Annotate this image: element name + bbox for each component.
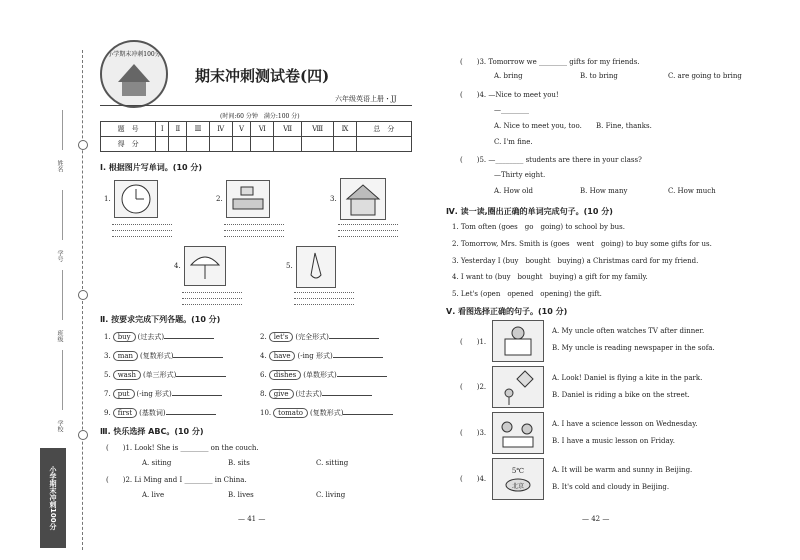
question-5: ( )5. —________ students are there in your class? <box>460 156 642 164</box>
logo <box>100 40 168 108</box>
option[interactable]: A. siting <box>142 459 172 467</box>
score-header-cell: 题 号 <box>101 122 156 137</box>
score-row-label: 得 分 <box>101 137 156 152</box>
option[interactable]: A. live <box>142 491 165 499</box>
house-image <box>340 178 386 220</box>
answer-line[interactable] <box>224 224 284 226</box>
sec2-item: 7. put (-ing 形式) <box>104 389 222 399</box>
answer-line[interactable] <box>182 298 242 300</box>
question-2: ( )2. Li Ming and I ________ in China. <box>106 476 247 484</box>
option[interactable]: A. It will be warm and sunny in Beijing. <box>552 466 693 474</box>
section-4-title: Ⅳ. 读一读,圈出正确的单词完成句子。(10 分) <box>446 207 613 216</box>
sec2-item: 5. wash (单三形式) <box>104 370 226 380</box>
section-5-title: Ⅴ. 看图选择正确的句子。(10 分) <box>446 307 568 316</box>
option[interactable]: C. I'm fine. <box>494 138 533 146</box>
section-1-title: Ⅰ. 根据图片写单词。(10 分) <box>100 163 203 172</box>
answer-blank[interactable]: —________ <box>494 106 529 114</box>
answer-line[interactable] <box>338 230 398 232</box>
score-cell[interactable] <box>356 137 411 152</box>
option[interactable]: B. sits <box>228 459 250 467</box>
sec2-item: 9. first (基数词) <box>104 408 216 418</box>
side-label-id: 学号 <box>56 250 63 262</box>
answer-line[interactable] <box>338 224 398 226</box>
time-info: (时间:60 分钟 满分:100 分) <box>220 113 300 120</box>
option[interactable]: A. bring <box>494 72 523 80</box>
brand-label: 小学期末冲刺100分 <box>40 448 66 548</box>
answer-line[interactable] <box>294 298 354 300</box>
sec4-item[interactable]: 4. I want to (buy bought buying) a gift for my family. <box>452 273 648 281</box>
answer-line[interactable] <box>112 224 172 226</box>
page-number-right: — 42 — <box>582 515 610 523</box>
sec4-item[interactable]: 5. Let's (open opened opening) the gift. <box>452 290 602 298</box>
score-header-cell: Ⅷ <box>302 122 334 137</box>
option[interactable]: A. I have a science lesson on Wednesday. <box>552 420 698 428</box>
score-header-cell: Ⅲ <box>187 122 209 137</box>
item-number: 1. <box>104 195 111 203</box>
side-label-class: 班级 <box>56 330 63 342</box>
option[interactable]: B. How many <box>580 187 628 195</box>
score-cell[interactable] <box>209 137 232 152</box>
option[interactable]: C. sitting <box>316 459 349 467</box>
kite-image <box>492 366 544 408</box>
sec2-item: 6. dishes (单数形式) <box>260 370 387 380</box>
answer-line[interactable] <box>182 292 242 294</box>
option[interactable]: B. lives <box>228 491 254 499</box>
score-header-cell: Ⅰ <box>156 122 169 137</box>
sec5-number: ( )3. <box>460 429 487 437</box>
binding-hole <box>78 430 88 440</box>
score-cell[interactable] <box>334 137 356 152</box>
option[interactable]: C. How much <box>668 187 716 195</box>
option[interactable]: B. It's cold and cloudy in Beijing. <box>552 483 670 491</box>
question-4: ( )4. —Nice to meet you! <box>460 91 559 99</box>
score-cell[interactable] <box>156 137 169 152</box>
score-cell[interactable] <box>232 137 251 152</box>
score-cell[interactable] <box>302 137 334 152</box>
binding-line <box>82 50 84 550</box>
nose-image <box>296 246 336 288</box>
sec2-item: 8. give (过去式) <box>260 389 372 399</box>
section-2-title: Ⅱ. 按要求完成下列各题。(10 分) <box>100 315 221 324</box>
answer-text: —Thirty eight. <box>494 171 546 179</box>
option[interactable]: C. are going to bring <box>668 72 742 80</box>
umbrella-image <box>184 246 226 286</box>
page-number-left: — 41 — <box>238 515 266 523</box>
option[interactable]: A. How old <box>494 187 533 195</box>
option[interactable]: B. Daniel is riding a bike on the street. <box>552 391 690 399</box>
option[interactable]: B. Fine, thanks. <box>596 122 652 130</box>
sec2-item: 10. tomato (复数形式) <box>260 408 393 418</box>
weather-image <box>492 458 544 500</box>
side-blank <box>62 270 63 320</box>
item-number: 2. <box>216 195 223 203</box>
option[interactable]: B. I have a music lesson on Friday. <box>552 437 675 445</box>
question-1: ( )1. Look! She is ________ on the couch. <box>106 444 259 452</box>
weather-city: 北京 <box>511 483 525 490</box>
score-header-cell: Ⅳ <box>209 122 232 137</box>
score-header-cell: Ⅵ <box>251 122 274 137</box>
answer-line[interactable] <box>224 230 284 232</box>
item-number: 4. <box>174 262 181 270</box>
newspaper-image <box>492 320 544 362</box>
sec4-item[interactable]: 2. Tomorrow, Mrs. Smith is (goes went going) to buy some gifts for us. <box>452 240 712 248</box>
option[interactable]: A. My uncle often watches TV after dinner. <box>552 327 705 335</box>
sec2-item: 4. have (-ing 形式) <box>260 351 383 361</box>
sec4-item[interactable]: 3. Yesterday I (buy bought buying) a Christmas card for my friend. <box>452 257 699 265</box>
sec2-item: 1. buy (过去式) <box>104 332 214 342</box>
option[interactable]: C. living <box>316 491 346 499</box>
option[interactable]: A. Nice to meet you, too. <box>494 122 582 130</box>
score-cell[interactable] <box>169 137 187 152</box>
side-label-name: 姓名 <box>56 160 63 172</box>
answer-line[interactable] <box>294 292 354 294</box>
score-header-cell: Ⅶ <box>274 122 302 137</box>
sec4-item[interactable]: 1. Tom often (goes go going) to school by bus. <box>452 223 625 231</box>
score-header-cell: Ⅱ <box>169 122 187 137</box>
answer-line[interactable] <box>112 236 172 238</box>
weather-temp: 5℃ <box>511 467 525 475</box>
question-3: ( )3. Tomorrow we ________ gifts for my friends. <box>460 58 640 66</box>
score-table <box>100 121 412 152</box>
score-cell[interactable] <box>251 137 274 152</box>
side-blank <box>62 350 63 410</box>
sec5-number: ( )1. <box>460 338 487 346</box>
score-header-cell: 总 分 <box>356 122 411 137</box>
side-label-school: 学校 <box>56 420 63 432</box>
section-3-title: Ⅲ. 快乐选择 ABC。(10 分) <box>100 427 204 436</box>
answer-line[interactable] <box>294 304 354 306</box>
score-header-cell: Ⅴ <box>232 122 251 137</box>
bedroom-image <box>226 180 270 218</box>
side-blank <box>62 110 63 150</box>
music-lesson-image <box>492 412 544 454</box>
answer-line[interactable] <box>182 304 242 306</box>
sec5-number: ( )4. <box>460 475 487 483</box>
item-number: 5. <box>286 262 293 270</box>
score-cell[interactable] <box>187 137 209 152</box>
answer-line[interactable] <box>224 236 284 238</box>
clock-image <box>114 180 158 218</box>
score-header-cell: Ⅸ <box>334 122 356 137</box>
answer-line[interactable] <box>112 230 172 232</box>
page-title: 期末冲刺测试卷(四) <box>195 67 330 85</box>
logo-text: 小学期末冲刺100分 <box>107 51 161 58</box>
divider <box>100 105 412 106</box>
binding-hole <box>78 290 88 300</box>
score-cell[interactable] <box>274 137 302 152</box>
option[interactable]: A. Look! Daniel is flying a kite in the park. <box>552 374 703 382</box>
sec2-item: 2. let's (完全形式) <box>260 332 379 342</box>
sec5-number: ( )2. <box>460 383 487 391</box>
option[interactable]: B. My uncle is reading newspaper in the sofa. <box>552 344 715 352</box>
item-number: 3. <box>330 195 337 203</box>
option[interactable]: B. to bring <box>580 72 618 80</box>
subtitle: 六年级英语上册・JJ <box>335 95 397 103</box>
answer-line[interactable] <box>338 236 398 238</box>
sec2-item: 3. man (复数形式) <box>104 351 223 361</box>
side-blank <box>62 190 63 240</box>
binding-hole <box>78 140 88 150</box>
